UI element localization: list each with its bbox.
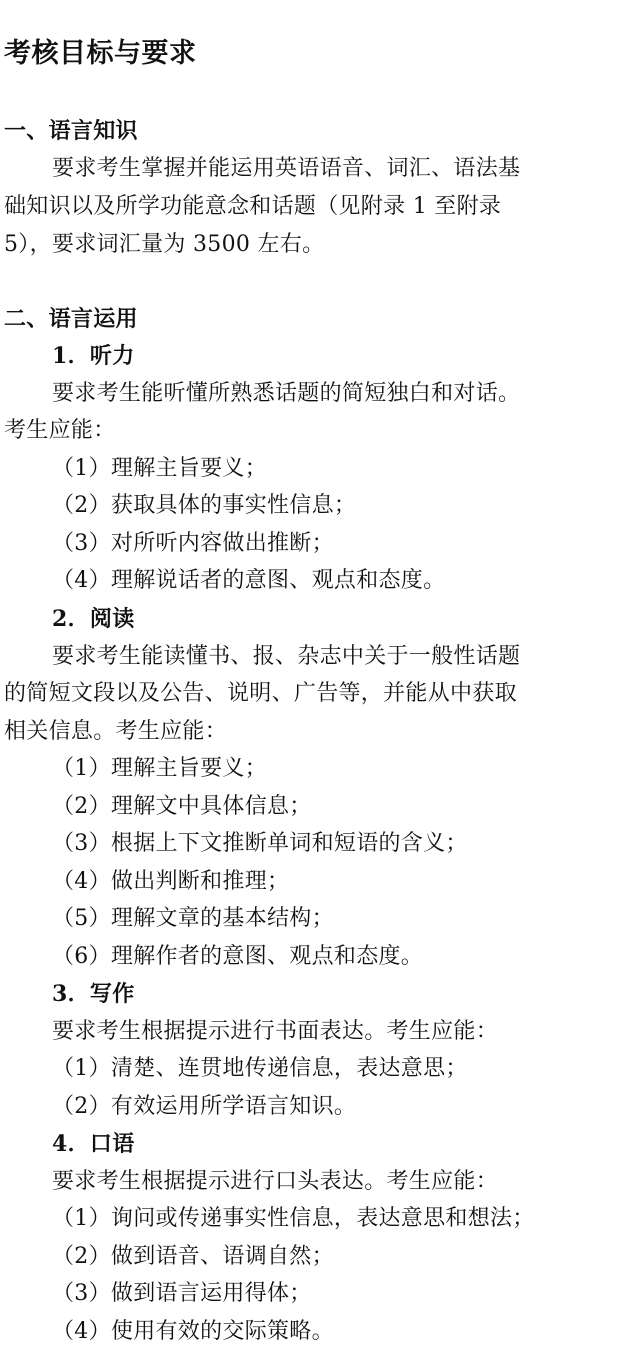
list-item: （3）对所听内容做出推断；: [52, 531, 334, 556]
list-item: （2）获取具体的事实性信息；: [52, 493, 357, 518]
list-item: （4）使用有效的交际策略。: [52, 1319, 334, 1344]
list-item: （2）理解文中具体信息；: [52, 794, 312, 819]
section-heading-language-knowledge: 一、语言知识: [4, 118, 138, 144]
list-item: （4）理解说话者的意图、观点和态度。: [52, 568, 446, 593]
list-item: （3）做到语言运用得体；: [52, 1281, 312, 1306]
paragraph-line: 要求考生掌握并能运用英语语音、词汇、语法基: [52, 156, 521, 181]
list-item: （3）根据上下文推断单词和短语的含义；: [52, 831, 468, 856]
page-title: 考核目标与要求: [4, 38, 197, 69]
list-item: （1）理解主旨要义；: [52, 456, 267, 481]
subsection-heading-listening: 1．听力: [52, 343, 135, 369]
paragraph-line: 考生应能：: [4, 418, 116, 443]
list-item: （2）有效运用所学语言知识。: [52, 1094, 357, 1119]
section-heading-language-use: 二、语言运用: [4, 306, 138, 332]
list-item: （4）做出判断和推理；: [52, 869, 290, 894]
subsection-heading-speaking: 4．口语: [52, 1131, 135, 1157]
paragraph-line: 相关信息。考生应能：: [4, 719, 228, 744]
paragraph-line: 要求考生能听懂所熟悉话题的简短独白和对话。: [52, 381, 521, 406]
paragraph-line: 要求考生根据提示进行口头表达。考生应能：: [52, 1169, 499, 1194]
paragraph-line: 础知识以及所学功能意念和话题（见附录 1 至附录: [4, 194, 502, 219]
paragraph-line: 要求考生根据提示进行书面表达。考生应能：: [52, 1019, 499, 1044]
list-item: （5）理解文章的基本结构；: [52, 906, 334, 931]
paragraph-line: 要求考生能读懂书、报、杂志中关于一般性话题: [52, 644, 521, 669]
list-item: （6）理解作者的意图、观点和态度。: [52, 944, 424, 969]
list-item: （1）询问或传递事实性信息，表达意思和想法；: [52, 1206, 535, 1231]
list-item: （2）做到语音、语调自然；: [52, 1244, 334, 1269]
subsection-heading-reading: 2．阅读: [52, 606, 135, 632]
paragraph-line: 的简短文段以及公告、说明、广告等，并能从中获取: [4, 681, 517, 706]
list-item: （1）清楚、连贯地传递信息，表达意思；: [52, 1056, 468, 1081]
subsection-heading-writing: 3．写作: [52, 981, 135, 1007]
paragraph-line: 5），要求词汇量为 3500 左右。: [4, 232, 325, 257]
list-item: （1）理解主旨要义；: [52, 756, 267, 781]
